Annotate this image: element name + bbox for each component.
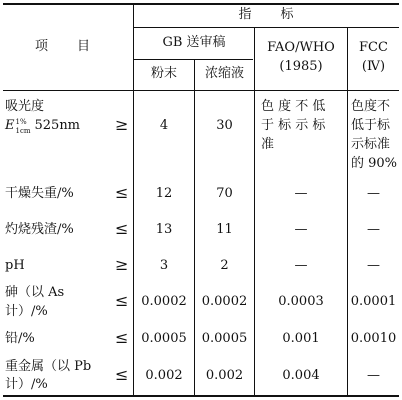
- row-fao-line: 于 标 示 标: [261, 118, 326, 133]
- row-powder: 0.002: [145, 368, 183, 383]
- row-fao: 0.001: [282, 331, 320, 346]
- row-concentrate: 11: [216, 222, 233, 237]
- row-item-line1: 铅/%: [5, 331, 35, 346]
- row-fcc-line: 低于标: [351, 118, 391, 133]
- row-operator: ≥: [115, 115, 129, 134]
- absorbance-e: E: [5, 118, 15, 133]
- row-fcc: —: [367, 222, 380, 237]
- row-operator: ≤: [115, 183, 129, 202]
- row-fcc-line: 色度不: [351, 99, 391, 114]
- row-fcc-line: 的 90%: [351, 156, 398, 171]
- row-powder: 12: [155, 186, 173, 201]
- absorbance-wavelength: 525nm: [34, 118, 81, 133]
- row-item-absorbance-symbol: [5, 117, 115, 135]
- row-fao: —: [294, 258, 308, 273]
- rule-bottom: [3, 395, 399, 397]
- row-concentrate: 70: [216, 186, 233, 201]
- row-operator: ≥: [115, 255, 129, 274]
- row-fcc: —: [367, 186, 380, 201]
- absorbance-sup: 1%: [15, 118, 27, 126]
- row-fao-line: 色 度 不 低: [261, 99, 326, 114]
- row-operator: ≤: [115, 365, 129, 384]
- row-concentrate: 30: [216, 118, 233, 133]
- row-operator: ≤: [115, 291, 129, 310]
- header-powder: 粉末: [150, 66, 177, 81]
- row-concentrate: 2: [220, 258, 229, 273]
- row-powder: 13: [155, 222, 173, 237]
- row-fao-line: 准: [261, 137, 275, 152]
- row-powder: 3: [159, 258, 169, 273]
- row-fao: 0.0003: [278, 294, 324, 309]
- row-item-line2: 计）/%: [5, 377, 48, 392]
- row-powder: 4: [159, 118, 169, 133]
- header-indicator: 指 标: [238, 7, 295, 22]
- row-item-line1: 灼烧残渣/%: [5, 222, 74, 237]
- row-fao: —: [294, 222, 308, 237]
- absorbance-sub: 1cm: [15, 127, 31, 135]
- rule-top: [3, 3, 399, 5]
- row-concentrate: 0.0005: [201, 331, 248, 346]
- row-item-line2: 计）/%: [5, 304, 48, 319]
- spec-table: [3, 3, 399, 397]
- row-concentrate: 0.0002: [201, 294, 248, 309]
- row-operator: ≤: [115, 219, 129, 238]
- row-powder: 0.0002: [141, 294, 187, 309]
- row-item-line1: 干燥失重/%: [5, 186, 74, 201]
- header-fcc-line1: FCC: [359, 40, 388, 55]
- header-fao-line2: (1985): [279, 59, 323, 74]
- row-fcc: 0.0010: [350, 331, 397, 346]
- row-item-line1: 重金属（以 Pb: [5, 359, 92, 374]
- header-fcc-line2: (Ⅳ): [361, 59, 386, 74]
- rule-header-bottom: [3, 90, 399, 91]
- row-fcc: 0.0001: [350, 294, 397, 309]
- row-fcc: —: [367, 368, 380, 383]
- row-item-line1: 砷（以 As: [5, 285, 65, 300]
- header-concentrate: 浓缩液: [204, 66, 244, 81]
- rule-sub-gb: [133, 59, 253, 60]
- row-powder: 0.0005: [141, 331, 187, 346]
- rule-sub-indicator: [133, 27, 399, 28]
- row-operator: ≤: [115, 328, 129, 347]
- row-fcc: —: [367, 258, 380, 273]
- row-item-line1: pH: [5, 258, 25, 273]
- row-concentrate: 0.002: [205, 368, 244, 383]
- row-item-line1: 吸光度: [5, 99, 45, 114]
- row-fao: —: [294, 186, 308, 201]
- header-fao-line1: FAO/WHO: [267, 40, 335, 55]
- header-item: 项 目: [34, 39, 91, 54]
- row-fcc-line: 示标准: [351, 137, 391, 152]
- row-fao: 0.004: [282, 368, 320, 383]
- header-gb: GB 送审稿: [162, 35, 226, 50]
